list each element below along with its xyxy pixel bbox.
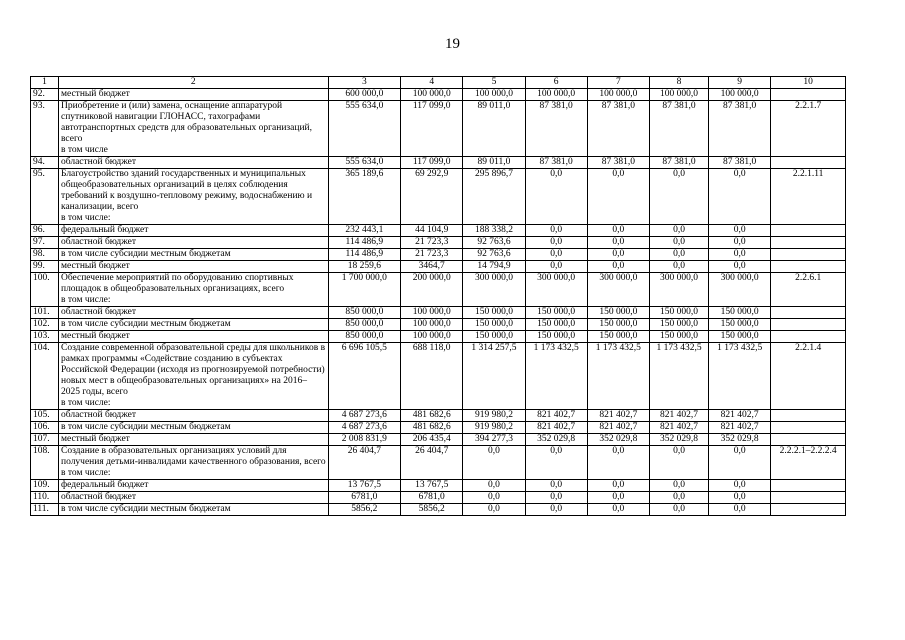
table-row: [31, 446, 846, 480]
row-number: 93.: [31, 101, 59, 157]
row-number: 95.: [31, 169, 59, 225]
column-header: 9: [709, 77, 771, 89]
row-number: 111.: [31, 504, 59, 516]
row-description: Обеспечение мероприятий по оборудованию спортивных площадок в общеобразовательных организациях, всего в том числе:: [58, 273, 328, 307]
amount-cell: 114 486,9: [328, 249, 401, 261]
measure-code: [771, 504, 846, 516]
amount-cell: 100 000,0: [401, 307, 463, 319]
amount-cell: 4 687 273,6: [328, 422, 401, 434]
amount-cell: 1 173 432,5: [709, 343, 771, 410]
row-number: 110.: [31, 492, 59, 504]
amount-cell: 100 000,0: [587, 89, 649, 101]
row-number: 96.: [31, 225, 59, 237]
amount-cell: 0,0: [709, 492, 771, 504]
amount-cell: 150 000,0: [649, 319, 708, 331]
row-description: областной бюджет: [58, 237, 328, 249]
amount-cell: 0,0: [525, 504, 587, 516]
amount-cell: 0,0: [463, 504, 525, 516]
amount-cell: 821 402,7: [649, 410, 708, 422]
amount-cell: 850 000,0: [328, 331, 401, 343]
row-description: в том числе субсидии местным бюджетам: [58, 319, 328, 331]
amount-cell: 150 000,0: [649, 331, 708, 343]
amount-cell: 300 000,0: [709, 273, 771, 307]
amount-cell: 0,0: [649, 446, 708, 480]
amount-cell: 150 000,0: [525, 331, 587, 343]
amount-cell: 13 767,5: [328, 480, 401, 492]
amount-cell: 352 029,8: [525, 434, 587, 446]
column-header: 8: [649, 77, 708, 89]
amount-cell: 4 687 273,6: [328, 410, 401, 422]
amount-cell: 365 189,6: [328, 169, 401, 225]
header-row: [31, 77, 846, 89]
measure-code: [771, 89, 846, 101]
amount-cell: 87 381,0: [709, 157, 771, 169]
row-number: 106.: [31, 422, 59, 434]
amount-cell: 1 173 432,5: [525, 343, 587, 410]
row-description: в том числе субсидии местным бюджетам: [58, 422, 328, 434]
amount-cell: 150 000,0: [463, 307, 525, 319]
amount-cell: 89 011,0: [463, 157, 525, 169]
amount-cell: 0,0: [463, 492, 525, 504]
table-row: [31, 410, 846, 422]
amount-cell: 87 381,0: [587, 101, 649, 157]
amount-cell: 117 099,0: [401, 101, 463, 157]
row-description: Благоустройство зданий государственных и муниципальных общеобразовательных организаций в целях соблюдения требований к воздушно-тепловому режиму, водоснабжению и канализации, всего в том числе:: [58, 169, 328, 225]
amount-cell: 0,0: [587, 261, 649, 273]
table-row: [31, 307, 846, 319]
amount-cell: 14 794,9: [463, 261, 525, 273]
row-number: 94.: [31, 157, 59, 169]
amount-cell: 394 277,3: [463, 434, 525, 446]
table-row: [31, 422, 846, 434]
amount-cell: 0,0: [587, 480, 649, 492]
budget-table: [30, 76, 846, 516]
amount-cell: 18 259,6: [328, 261, 401, 273]
row-description: федеральный бюджет: [58, 480, 328, 492]
amount-cell: 0,0: [709, 504, 771, 516]
row-number: 109.: [31, 480, 59, 492]
amount-cell: 0,0: [649, 225, 708, 237]
amount-cell: 300 000,0: [463, 273, 525, 307]
amount-cell: 300 000,0: [525, 273, 587, 307]
row-description: областной бюджет: [58, 410, 328, 422]
table-row: [31, 434, 846, 446]
amount-cell: 89 011,0: [463, 101, 525, 157]
table-row: [31, 237, 846, 249]
amount-cell: 821 402,7: [525, 410, 587, 422]
measure-code: [771, 157, 846, 169]
column-header: 10: [771, 77, 846, 89]
amount-cell: 150 000,0: [463, 331, 525, 343]
table-row: [31, 273, 846, 307]
table-row: [31, 343, 846, 410]
amount-cell: 0,0: [587, 504, 649, 516]
amount-cell: 5856,2: [401, 504, 463, 516]
amount-cell: 150 000,0: [587, 319, 649, 331]
amount-cell: 821 402,7: [587, 422, 649, 434]
table-row: [31, 504, 846, 516]
measure-code: [771, 307, 846, 319]
page-number: 19: [445, 36, 460, 52]
amount-cell: 0,0: [649, 504, 708, 516]
amount-cell: 352 029,8: [587, 434, 649, 446]
measure-code: [771, 319, 846, 331]
table-row: [31, 480, 846, 492]
amount-cell: 150 000,0: [463, 319, 525, 331]
row-number: 102.: [31, 319, 59, 331]
table-row: [31, 319, 846, 331]
amount-cell: 0,0: [525, 480, 587, 492]
amount-cell: 0,0: [709, 446, 771, 480]
amount-cell: 232 443,1: [328, 225, 401, 237]
amount-cell: 555 634,0: [328, 157, 401, 169]
amount-cell: 21 723,3: [401, 249, 463, 261]
amount-cell: 0,0: [525, 237, 587, 249]
amount-cell: 0,0: [709, 225, 771, 237]
amount-cell: 150 000,0: [587, 331, 649, 343]
row-description: в том числе субсидии местным бюджетам: [58, 249, 328, 261]
column-header: 4: [401, 77, 463, 89]
column-header: 6: [525, 77, 587, 89]
row-number: 107.: [31, 434, 59, 446]
row-description: местный бюджет: [58, 434, 328, 446]
column-header: 3: [328, 77, 401, 89]
table-row: [31, 331, 846, 343]
amount-cell: 150 000,0: [587, 307, 649, 319]
row-description: местный бюджет: [58, 261, 328, 273]
amount-cell: 0,0: [649, 261, 708, 273]
table-row: [31, 89, 846, 101]
amount-cell: 1 700 000,0: [328, 273, 401, 307]
amount-cell: 87 381,0: [587, 157, 649, 169]
amount-cell: 555 634,0: [328, 101, 401, 157]
amount-cell: 352 029,8: [709, 434, 771, 446]
amount-cell: 919 980,2: [463, 410, 525, 422]
amount-cell: 481 682,6: [401, 422, 463, 434]
table-row: [31, 261, 846, 273]
amount-cell: 87 381,0: [525, 101, 587, 157]
amount-cell: 0,0: [587, 225, 649, 237]
amount-cell: 26 404,7: [401, 446, 463, 480]
amount-cell: 6781,0: [401, 492, 463, 504]
amount-cell: 0,0: [709, 237, 771, 249]
amount-cell: 821 402,7: [525, 422, 587, 434]
amount-cell: 69 292,9: [401, 169, 463, 225]
measure-code: [771, 249, 846, 261]
amount-cell: 295 896,7: [463, 169, 525, 225]
amount-cell: 688 118,0: [401, 343, 463, 410]
row-description: местный бюджет: [58, 89, 328, 101]
table-row: [31, 492, 846, 504]
column-header: 2: [58, 77, 328, 89]
amount-cell: 3464,7: [401, 261, 463, 273]
amount-cell: 300 000,0: [587, 273, 649, 307]
amount-cell: 200 000,0: [401, 273, 463, 307]
amount-cell: 150 000,0: [525, 319, 587, 331]
amount-cell: 100 000,0: [401, 331, 463, 343]
amount-cell: 26 404,7: [328, 446, 401, 480]
row-number: 103.: [31, 331, 59, 343]
amount-cell: 600 000,0: [328, 89, 401, 101]
row-number: 97.: [31, 237, 59, 249]
column-header: 1: [31, 77, 59, 89]
row-description: Создание в образовательных организациях условий для получения детьми-инвалидами качественного образования, всего в том числе:: [58, 446, 328, 480]
measure-code: [771, 422, 846, 434]
table-row: [31, 157, 846, 169]
measure-code: 2.2.1.11: [771, 169, 846, 225]
amount-cell: 117 099,0: [401, 157, 463, 169]
row-description: областной бюджет: [58, 307, 328, 319]
amount-cell: 6 696 105,5: [328, 343, 401, 410]
amount-cell: 0,0: [587, 249, 649, 261]
row-description: в том числе субсидии местным бюджетам: [58, 504, 328, 516]
amount-cell: 0,0: [463, 480, 525, 492]
row-description: федеральный бюджет: [58, 225, 328, 237]
amount-cell: 21 723,3: [401, 237, 463, 249]
amount-cell: 100 000,0: [463, 89, 525, 101]
amount-cell: 150 000,0: [709, 307, 771, 319]
measure-code: [771, 331, 846, 343]
amount-cell: 0,0: [587, 237, 649, 249]
amount-cell: 0,0: [649, 480, 708, 492]
amount-cell: 821 402,7: [649, 422, 708, 434]
amount-cell: 0,0: [463, 446, 525, 480]
amount-cell: 1 314 257,5: [463, 343, 525, 410]
measure-code: [771, 492, 846, 504]
amount-cell: 13 767,5: [401, 480, 463, 492]
amount-cell: 0,0: [587, 492, 649, 504]
amount-cell: 0,0: [649, 249, 708, 261]
amount-cell: 87 381,0: [649, 101, 708, 157]
table-body: [31, 89, 846, 516]
amount-cell: 0,0: [709, 480, 771, 492]
amount-cell: 100 000,0: [401, 319, 463, 331]
amount-cell: 92 763,6: [463, 249, 525, 261]
amount-cell: 150 000,0: [709, 319, 771, 331]
amount-cell: 1 173 432,5: [587, 343, 649, 410]
amount-cell: 850 000,0: [328, 307, 401, 319]
column-header: 5: [463, 77, 525, 89]
amount-cell: 0,0: [649, 169, 708, 225]
amount-cell: 150 000,0: [709, 331, 771, 343]
amount-cell: 87 381,0: [525, 157, 587, 169]
amount-cell: 919 980,2: [463, 422, 525, 434]
amount-cell: 0,0: [525, 261, 587, 273]
amount-cell: 0,0: [649, 237, 708, 249]
measure-code: [771, 410, 846, 422]
measure-code: 2.2.1.7: [771, 101, 846, 157]
measure-code: [771, 480, 846, 492]
amount-cell: 0,0: [709, 169, 771, 225]
amount-cell: 821 402,7: [587, 410, 649, 422]
amount-cell: 6781,0: [328, 492, 401, 504]
row-description: областной бюджет: [58, 157, 328, 169]
amount-cell: 114 486,9: [328, 237, 401, 249]
row-description: Приобретение и (или) замена, оснащение аппаратурой спутниковой навигации ГЛОНАСС, тахографами автотранспортных средств для образовательных организаций, всего в том числе: [58, 101, 328, 157]
amount-cell: 5856,2: [328, 504, 401, 516]
amount-cell: 44 104,9: [401, 225, 463, 237]
measure-code: 2.2.2.1–2.2.2.4: [771, 446, 846, 480]
column-header: 7: [587, 77, 649, 89]
amount-cell: 92 763,6: [463, 237, 525, 249]
amount-cell: 0,0: [525, 225, 587, 237]
amount-cell: 300 000,0: [649, 273, 708, 307]
amount-cell: 0,0: [709, 261, 771, 273]
row-number: 100.: [31, 273, 59, 307]
amount-cell: 188 338,2: [463, 225, 525, 237]
amount-cell: 206 435,4: [401, 434, 463, 446]
table-row: [31, 225, 846, 237]
amount-cell: 821 402,7: [709, 422, 771, 434]
row-number: 99.: [31, 261, 59, 273]
row-description: Создание современной образовательной среды для школьников в рамках программы «Содействие созданию в субъектах Российской Федерации (исходя из прогнозируемой потребности) новых мест в общеобразовательных организациях» на 2016–2025 годы, всего в том числе:: [58, 343, 328, 410]
amount-cell: 850 000,0: [328, 319, 401, 331]
amount-cell: 0,0: [587, 169, 649, 225]
measure-code: 2.2.6.1: [771, 273, 846, 307]
amount-cell: 0,0: [525, 169, 587, 225]
amount-cell: 0,0: [587, 446, 649, 480]
table-row: [31, 249, 846, 261]
amount-cell: 150 000,0: [649, 307, 708, 319]
row-description: областной бюджет: [58, 492, 328, 504]
amount-cell: 0,0: [525, 446, 587, 480]
amount-cell: 0,0: [525, 492, 587, 504]
row-number: 108.: [31, 446, 59, 480]
row-number: 104.: [31, 343, 59, 410]
table-row: [31, 101, 846, 157]
row-number: 98.: [31, 249, 59, 261]
amount-cell: 0,0: [709, 249, 771, 261]
amount-cell: 352 029,8: [649, 434, 708, 446]
amount-cell: 821 402,7: [709, 410, 771, 422]
amount-cell: 87 381,0: [649, 157, 708, 169]
row-number: 101.: [31, 307, 59, 319]
amount-cell: 0,0: [649, 492, 708, 504]
table-row: [31, 169, 846, 225]
measure-code: 2.2.1.4: [771, 343, 846, 410]
row-number: 105.: [31, 410, 59, 422]
amount-cell: 100 000,0: [525, 89, 587, 101]
amount-cell: 0,0: [525, 249, 587, 261]
measure-code: [771, 434, 846, 446]
amount-cell: 100 000,0: [401, 89, 463, 101]
amount-cell: 150 000,0: [525, 307, 587, 319]
amount-cell: 2 008 831,9: [328, 434, 401, 446]
amount-cell: 87 381,0: [709, 101, 771, 157]
amount-cell: 100 000,0: [709, 89, 771, 101]
measure-code: [771, 261, 846, 273]
row-number: 92.: [31, 89, 59, 101]
amount-cell: 100 000,0: [649, 89, 708, 101]
measure-code: [771, 237, 846, 249]
row-description: местный бюджет: [58, 331, 328, 343]
amount-cell: 1 173 432,5: [649, 343, 708, 410]
measure-code: [771, 225, 846, 237]
amount-cell: 481 682,6: [401, 410, 463, 422]
